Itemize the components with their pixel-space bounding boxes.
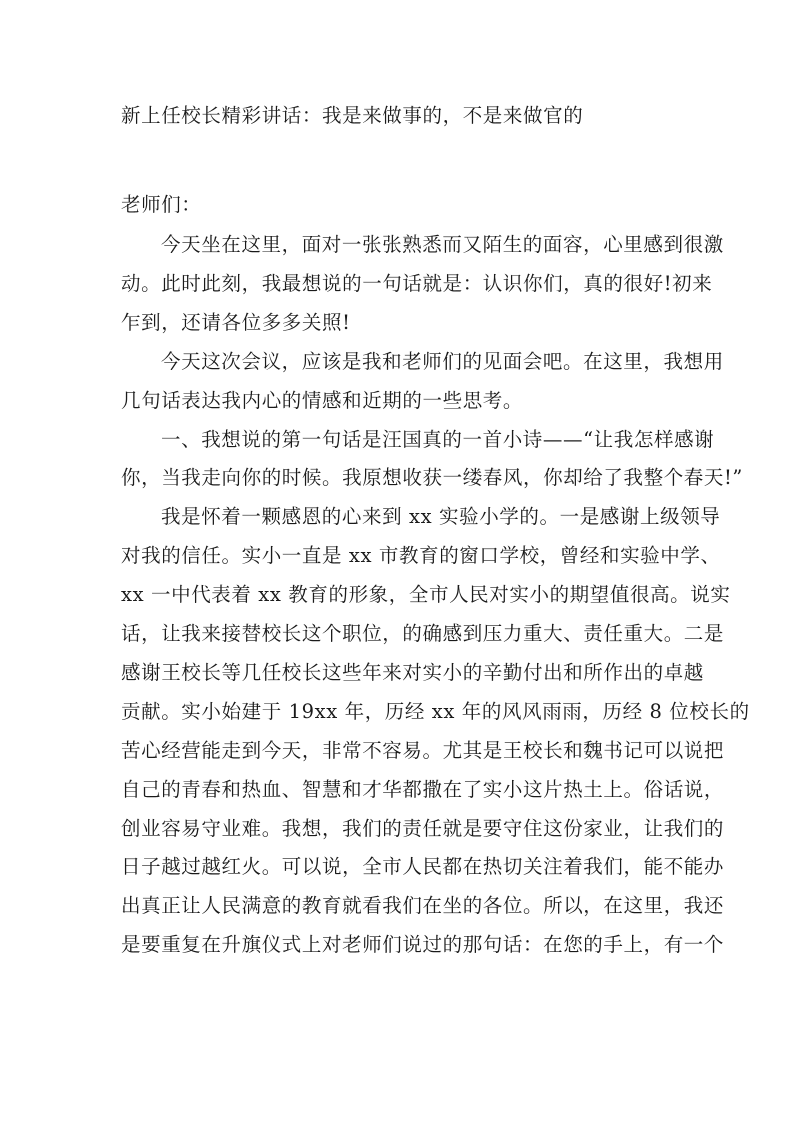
paragraph-line: 一、我想说的第一句话是汪国真的一首小诗——“让我怎样感谢 [161,427,715,451]
paragraph-line: 苦心经营能走到今天，非常不容易。尤其是王校长和魏书记可以说把 [121,738,725,762]
paragraph-line: 乍到，还请各位多多关照! [121,310,351,334]
document-title: 新上任校长精彩讲话：我是来做事的，不是来做官的 [121,104,584,127]
paragraph-line: 动。此时此刻，我最想说的一句话就是：认识你们，真的很好!初来 [121,271,713,295]
paragraph-line: 话，让我来接替校长这个职位，的确感到压力重大、责任重大。二是 [121,622,725,645]
paragraph-line: 今天坐在这里，面对一张张熟悉而又陌生的面容，心里感到很激 [161,233,724,256]
paragraph-line: 贡献。实小始建于 19xx 年，历经 xx 年的风风雨雨，历经 8 位校长的 [121,699,750,723]
paragraph-line: 今天这次会议，应该是我和老师们的见面会吧。在这里，我想用 [161,349,724,373]
paragraph-line: 对我的信任。实小一直是 xx 市教育的窗口学校，曾经和实验中学、 [121,544,721,568]
paragraph-line: 我是怀着一颗感恩的心来到 xx 实验小学的。一是感谢上级领导 [161,505,721,529]
paragraph-line: 出真正让人民满意的教育就看我们在坐的各位。所以，在这里，我还 [121,894,725,918]
paragraph-line: 自己的青春和热血、智慧和才华都撒在了实小这片热土上。俗话说， [121,777,725,801]
paragraph-line: xx 一中代表着 xx 教育的形象，全市人民对实小的期望值很高。说实 [121,583,731,607]
paragraph-line: 感谢王校长等几任校长这些年来对实小的辛勤付出和所作出的卓越 [121,660,704,684]
paragraph-line: 日子越过越红火。可以说，全市人民都在热切关注着我们，能不能办 [121,855,725,879]
paragraph-line: 几句话表达我内心的情感和近期的一些思考。 [121,388,524,412]
paragraph-line: 你，当我走向你的时候。我原想收获一缕春风，你却给了我整个春天!” [121,466,744,490]
salutation: 老师们： [121,193,202,216]
paragraph-line: 创业容易守业难。我想，我们的责任就是要守住这份家业，让我们的 [121,816,725,840]
paragraph-line: 是要重复在升旗仪式上对老师们说过的那句话：在您的手上，有一个 [121,933,725,957]
